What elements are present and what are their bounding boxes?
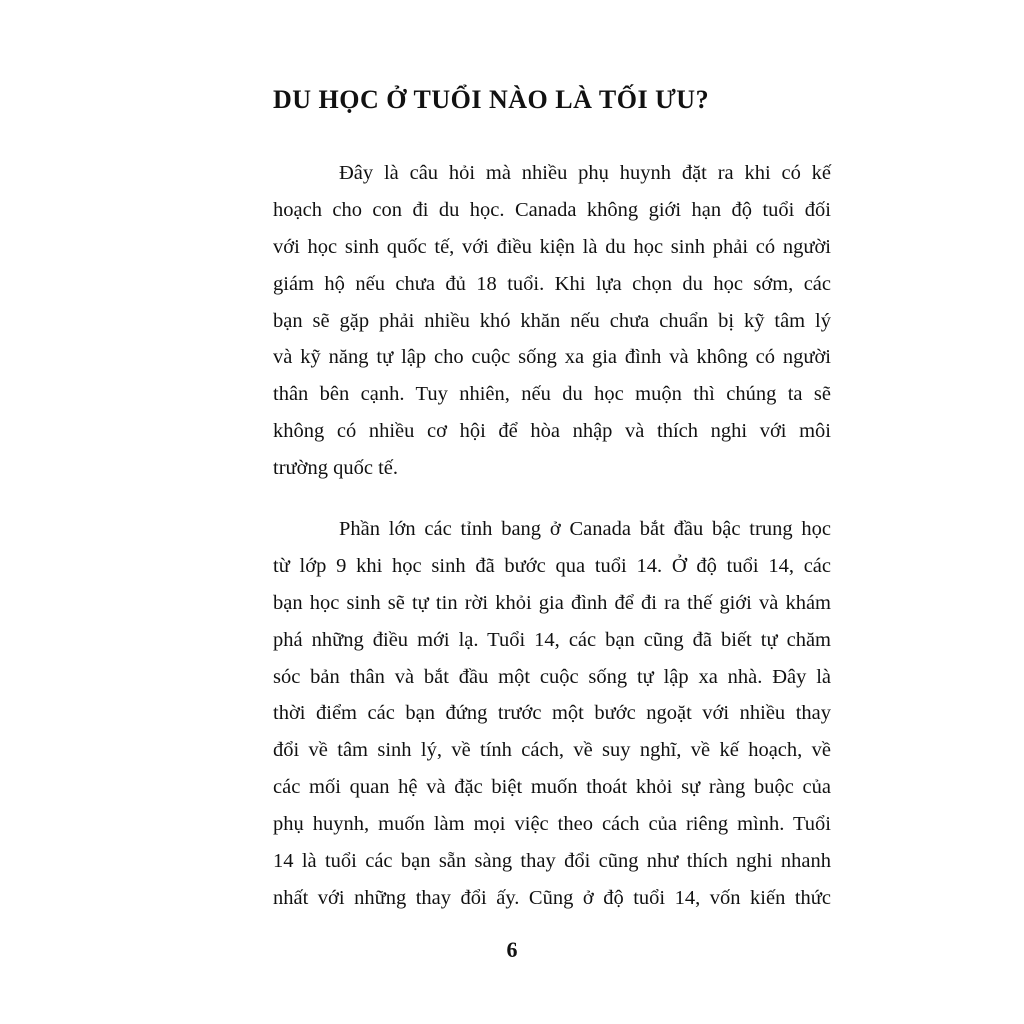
text-line: sóc bản thân và bắt đầu một cuộc sống tự lập xa nhà. Đây là	[273, 665, 831, 688]
text-line: bạn học sinh sẽ tự tin rời khỏi gia đình để đi ra thế giới và khám	[273, 591, 831, 614]
text-line: các mối quan hệ và đặc biệt muốn thoát khỏi sự ràng buộc của	[273, 776, 831, 799]
text-line: hoạch cho con đi du học. Canada không giới hạn độ tuổi đối	[273, 198, 831, 221]
paragraph-2	[273, 511, 831, 917]
text-line: thân bên cạnh. Tuy nhiên, nếu du học muộn thì chúng ta sẽ	[273, 383, 831, 406]
text-line: Đây là câu hỏi mà nhiều phụ huynh đặt ra khi có kế	[339, 162, 831, 184]
text-line: với học sinh quốc tế, với điều kiện là du học sinh phải có người	[273, 235, 831, 258]
text-line: từ lớp 9 khi học sinh đã bước qua tuổi 14. Ở độ tuổi 14, các	[273, 554, 831, 577]
text-line: thời điểm các bạn đứng trước một bước ngoặt với nhiều thay	[273, 702, 831, 725]
chapter-title: DU HỌC Ở TUỔI NÀO LÀ TỐI ƯU?	[273, 85, 710, 114]
text-line: và kỹ năng tự lập cho cuộc sống xa gia đình và không có người	[273, 346, 831, 369]
text-line: nhất với những thay đổi ấy. Cũng ở độ tuổi 14, vốn kiến thức	[273, 886, 831, 909]
text-line: trường quốc tế.	[273, 457, 398, 480]
page-number: 6	[506, 937, 518, 962]
text-line: giám hộ nếu chưa đủ 18 tuổi. Khi lựa chọn du học sớm, các	[273, 272, 831, 295]
text-line: Phần lớn các tỉnh bang ở Canada bắt đầu bậc trung học	[339, 518, 831, 540]
text-line: không có nhiều cơ hội để hòa nhập và thích nghi với môi	[273, 420, 831, 443]
text-line: phá những điều mới lạ. Tuổi 14, các bạn cũng đã biết tự chăm	[273, 628, 831, 651]
text-line: đổi về tâm sinh lý, về tính cách, về suy nghĩ, về kế hoạch, về	[273, 739, 831, 762]
text-line: phụ huynh, muốn làm mọi việc theo cách của riêng mình. Tuổi	[273, 813, 831, 836]
text-line: 14 là tuổi các bạn sẵn sàng thay đổi cũng như thích nghi nhanh	[273, 850, 831, 873]
text-line: bạn sẽ gặp phải nhiều khó khăn nếu chưa chuẩn bị kỹ tâm lý	[273, 309, 831, 332]
paragraph-1	[273, 155, 831, 487]
